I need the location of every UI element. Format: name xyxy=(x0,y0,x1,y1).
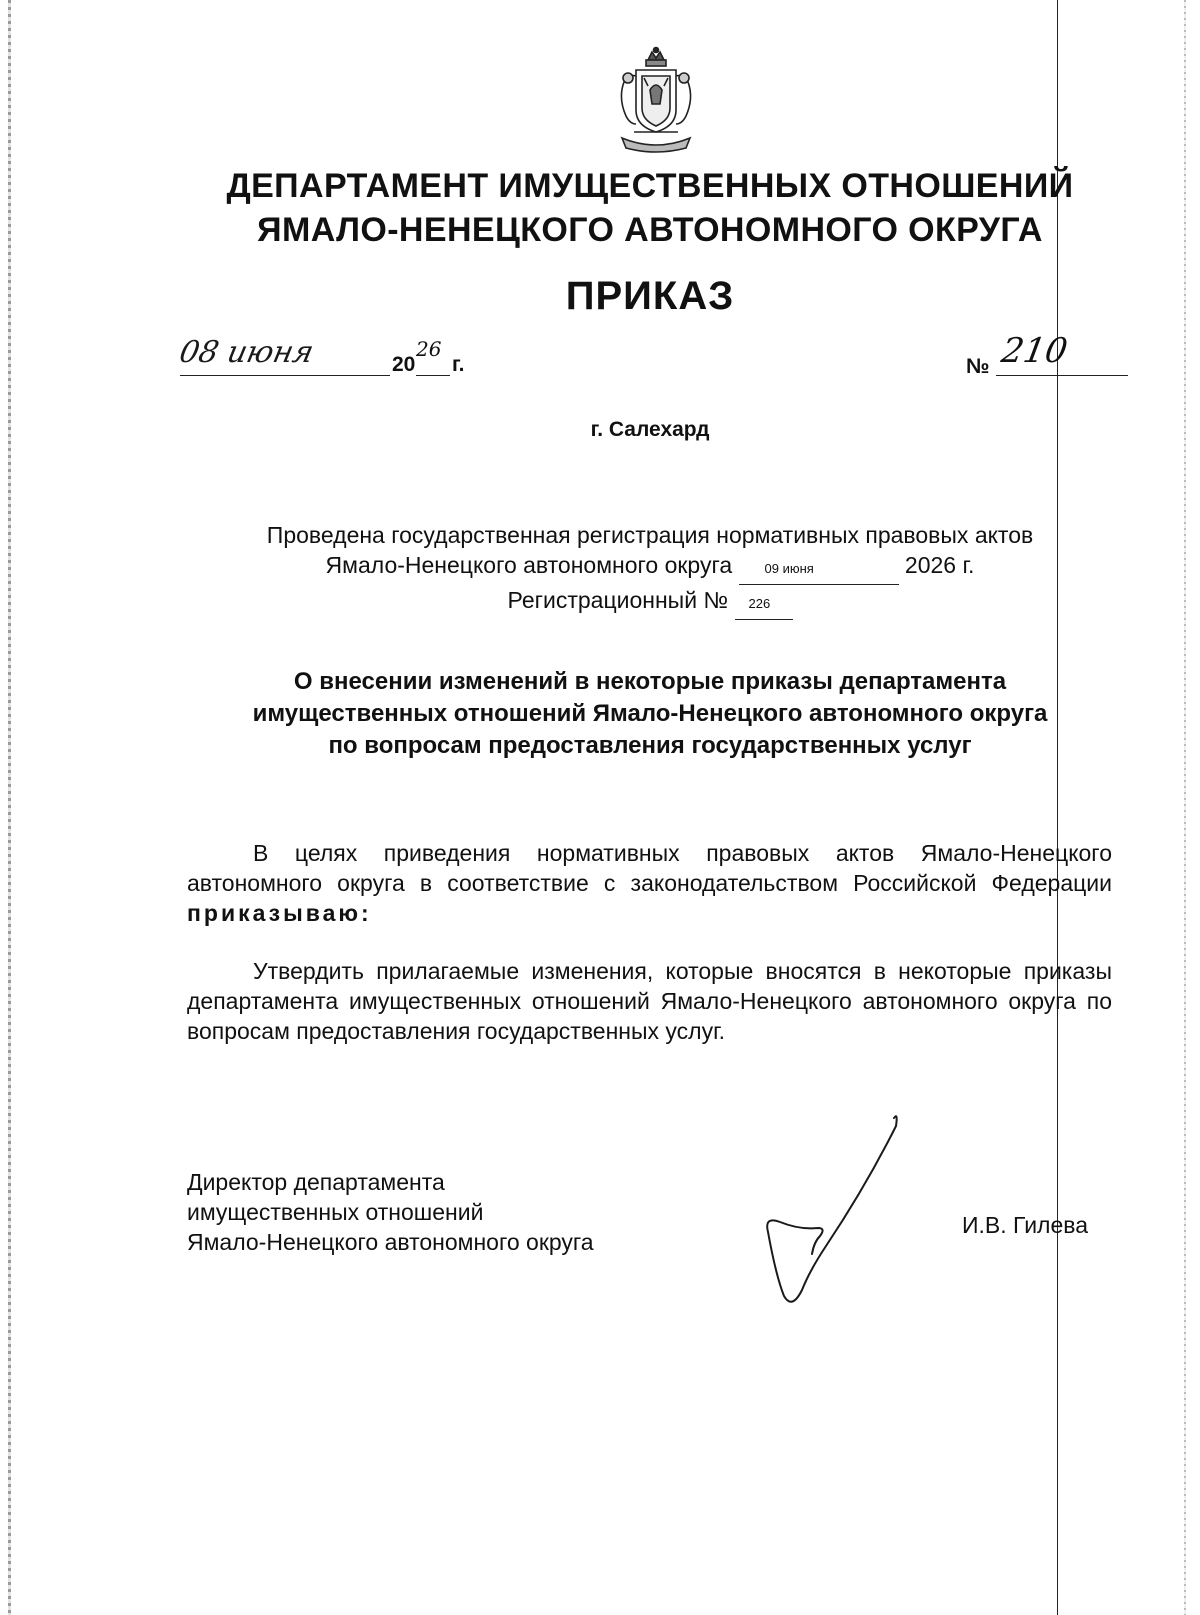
handwritten-number: 210 xyxy=(998,331,1071,371)
paragraph-1-text: В целях приведения нормативных правовых актов Ямало-Ненецкого автономного округа в соответствие с законодательством Российской Федерации xyxy=(187,840,1112,896)
number-underline xyxy=(996,375,1128,376)
number-sign: № xyxy=(966,355,990,378)
registration-number-label: Регистрационный № xyxy=(507,587,729,613)
date-underline xyxy=(180,375,390,376)
registration-line-3 xyxy=(150,585,1150,620)
handwritten-date: 08 июня xyxy=(176,335,317,370)
body-paragraph-1 xyxy=(187,838,1112,928)
subject-line-1: О внесении изменений в некоторые приказы департамента xyxy=(293,668,1007,695)
signatory-name: И.В. Гилева xyxy=(962,1212,1089,1238)
year-underline xyxy=(416,375,450,376)
body-paragraph-2: Утвердить прилагаемые изменения, которые вносятся в некоторые приказы департамента имущественных отношений Ямало-Ненецкого автономного округа по вопросам предоставления государственных услуг. xyxy=(187,958,1112,1044)
document-number xyxy=(966,331,1130,381)
handwritten-signature xyxy=(740,1110,950,1310)
document-subject xyxy=(150,666,1150,762)
registration-line-2 xyxy=(150,550,1150,585)
handwritten-year: 26 xyxy=(416,337,442,361)
city-name: г. Салехард xyxy=(590,418,710,441)
date-suffix: г. xyxy=(452,353,465,376)
registration-stamp xyxy=(150,520,1150,620)
date-year-prefix: 20 xyxy=(392,353,416,376)
organization-title xyxy=(150,164,1150,252)
registration-number: 226 xyxy=(735,589,793,620)
organization-title-line-1: ДЕПАРТАМЕНТ ИМУЩЕСТВЕННЫХ ОТНОШЕНИЙ xyxy=(226,167,1074,205)
registration-year: 2026 г. xyxy=(904,552,975,578)
registration-date: 09 июня xyxy=(739,554,899,585)
coat-of-arms-emblem xyxy=(614,46,698,154)
registration-region: Ямало-Ненецкого автономного округа xyxy=(325,552,733,578)
order-keyword: приказываю: xyxy=(187,900,372,926)
organization-title-line-2: ЯМАЛО-НЕНЕЦКОГО АВТОНОМНОГО ОКРУГА xyxy=(257,211,1043,249)
scan-edge-left xyxy=(8,0,11,1615)
signatory-title xyxy=(187,1167,594,1257)
document-type-heading: ПРИКАЗ xyxy=(565,274,735,318)
document-date xyxy=(176,335,500,381)
scan-edge-right xyxy=(1184,0,1186,1615)
subject-line-2: имущественных отношений Ямало-Ненецкого автономного округа xyxy=(252,700,1048,727)
signatory-title-line-3: Ямало-Ненецкого автономного округа xyxy=(187,1229,594,1255)
registration-line-1: Проведена государственная регистрация нормативных правовых актов xyxy=(266,522,1034,548)
subject-line-3: по вопросам предоставления государственных услуг xyxy=(328,732,972,759)
signatory-title-line-1: Директор департамента xyxy=(187,1169,445,1195)
signatory-title-line-2: имущественных отношений xyxy=(187,1199,484,1225)
